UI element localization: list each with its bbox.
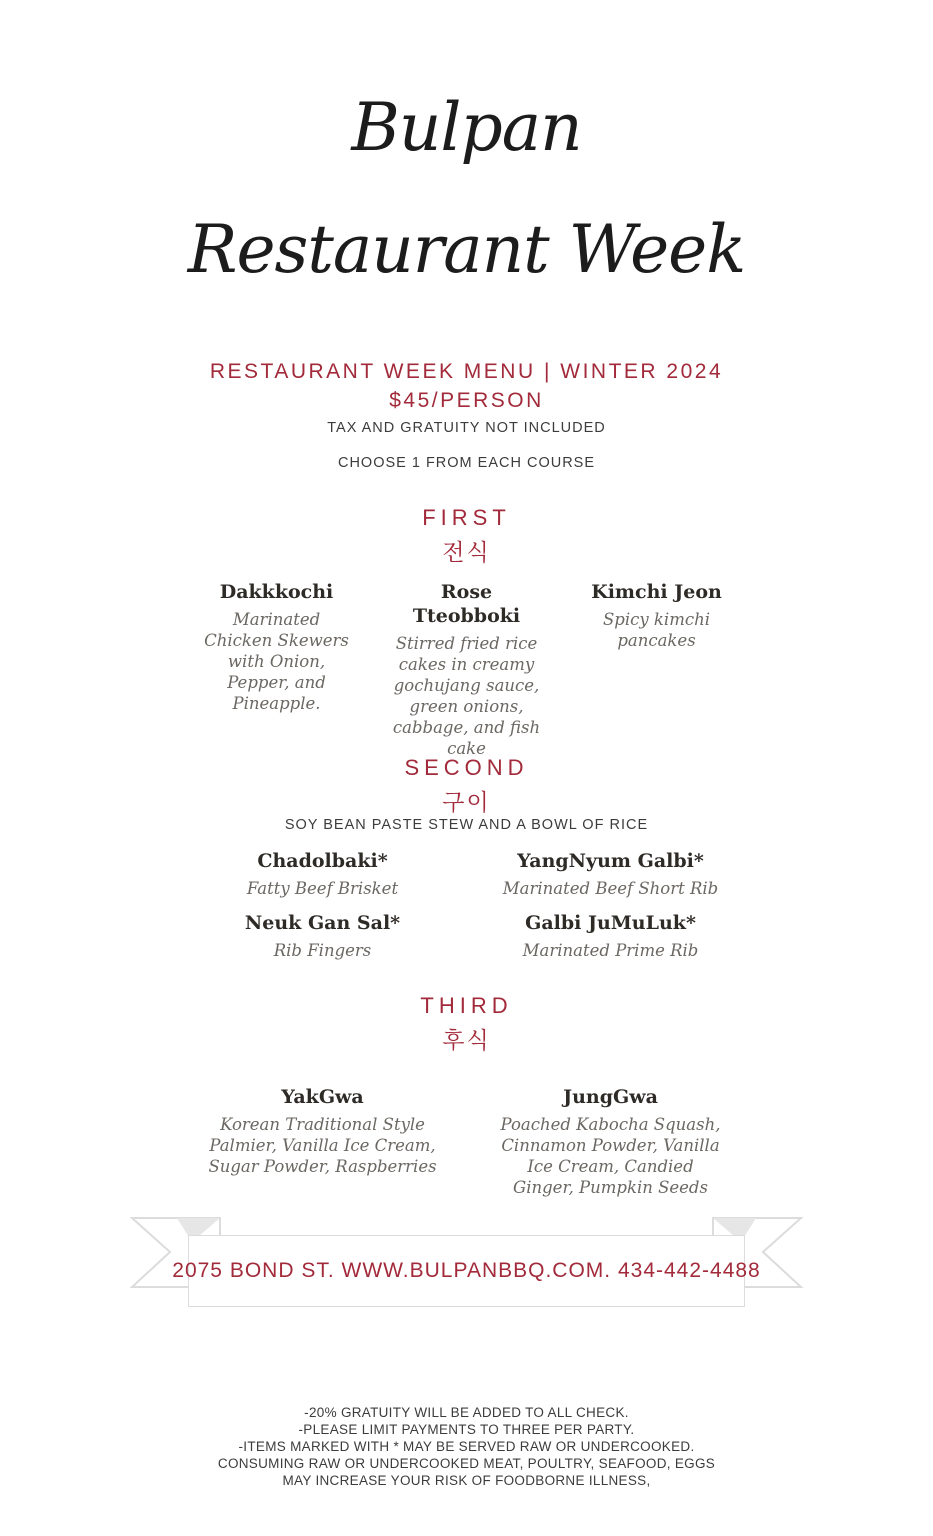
item-name: JungGwa	[563, 1086, 658, 1108]
course-third-title-korean: 후식	[442, 1027, 491, 1053]
course-second-title: SECOND	[404, 755, 529, 780]
menu-item-neuk-gan-sal	[183, 912, 463, 961]
item-name: Chadolbaki*	[257, 850, 388, 872]
item-description: Stirred fried rice cakes in creamy gochujang sauce, green onions, cabbage, and fish cake	[392, 633, 541, 759]
menu-item-yakgwa	[208, 1086, 438, 1177]
item-name: Dakkkochi	[219, 581, 334, 603]
item-name: Kimchi Jeon	[591, 581, 722, 603]
item-name: YakGwa	[281, 1086, 364, 1108]
item-name: Galbi JuMuLuk*	[525, 912, 696, 934]
item-description: Marinated Chicken Skewers with Onion, Pepper, and Pineapple.	[204, 609, 349, 714]
course-third-heading	[0, 993, 933, 1055]
item-description: Rib Fingers	[273, 940, 372, 960]
item-description: Spicy kimchi pancakes	[602, 609, 711, 650]
menu-item-dakkkochi	[202, 581, 352, 714]
ribbon-band	[172, 1235, 761, 1307]
item-description: Marinated Prime Rib	[522, 940, 699, 960]
choose-note: CHOOSE 1 FROM EACH COURSE	[337, 455, 596, 471]
course-second-items-row-2	[0, 912, 933, 961]
course-first-items	[0, 581, 933, 759]
course-first-heading	[0, 505, 933, 567]
menu-week-title: RESTAURANT WEEK MENU | WINTER 2024	[209, 360, 724, 383]
menu-item-yangnyum-galbi	[471, 850, 751, 899]
menu-item-rose-tteobboki	[392, 581, 542, 759]
contact-line: 2075 BOND ST. WWW.BULPANBBQ.COM. 434-442-4488	[172, 1259, 761, 1282]
menu-item-kimchi-jeon	[582, 581, 732, 651]
item-description: Korean Traditional Style Palmier, Vanilla Ice Cream, Sugar Powder, Raspberries	[208, 1114, 437, 1176]
item-description: Fatty Beef Brisket	[246, 878, 399, 898]
item-name: Rose Tteobboki	[412, 581, 521, 627]
course-second-items-row-1	[0, 850, 933, 899]
item-description: Poached Kabocha Squash, Cinnamon Powder, Vanilla Ice Cream, Candied Ginger, Pumpkin Seeds	[500, 1114, 721, 1198]
item-name: YangNyum Galbi*	[517, 850, 704, 872]
footer-note-gratuity: -20% GRATUITY WILL BE ADDED TO ALL CHECK.	[304, 1405, 629, 1420]
footer-note-consuming: CONSUMING RAW OR UNDERCOOKED MEAT, POULTRY, SEAFOOD, EGGS	[217, 1456, 716, 1471]
footer-note-raw-items: -ITEMS MARKED WITH * MAY BE SERVED RAW OR UNDERCOOKED.	[238, 1439, 695, 1454]
menu-price: $45/PERSON	[389, 389, 544, 412]
menu-item-chadolbaki	[183, 850, 463, 899]
footer-note-risk: MAY INCREASE YOUR RISK OF FOODBORNE ILLNESS,	[282, 1473, 651, 1488]
course-third-title: THIRD	[420, 993, 513, 1018]
footer-note-payments: -PLEASE LIMIT PAYMENTS TO THREE PER PARTY.	[298, 1422, 635, 1437]
course-second-title-korean: 구이	[442, 789, 491, 815]
course-first-title: FIRST	[422, 505, 511, 530]
course-first-title-korean: 전식	[442, 539, 491, 565]
menu-item-galbi-jumuluk	[471, 912, 751, 961]
footer-notes	[0, 1404, 933, 1489]
course-second-heading	[0, 755, 933, 817]
tax-note: TAX AND GRATUITY NOT INCLUDED	[327, 420, 606, 436]
item-name: Neuk Gan Sal*	[244, 912, 401, 934]
menu-item-junggwa	[496, 1086, 726, 1198]
item-description: Marinated Beef Short Rib	[502, 878, 719, 898]
event-title: Restaurant Week	[187, 211, 746, 288]
brand-title: Bulpan	[351, 89, 582, 166]
course-third-items	[0, 1086, 933, 1198]
course-second-subtitle: SOY BEAN PASTE STEW AND A BOWL OF RICE	[284, 817, 649, 833]
